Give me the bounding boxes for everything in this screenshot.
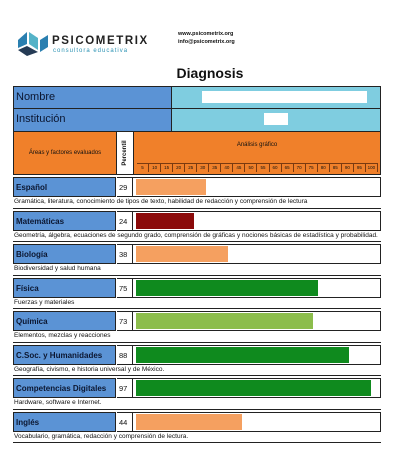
area-row: [13, 412, 381, 432]
area-graph: [133, 378, 381, 398]
graph-tick: 40: [221, 164, 233, 172]
area-description: Fuerzas y materiales: [13, 298, 381, 310]
area-description: Vocabulario, gramática, redacción y comprensión de lectura.: [13, 432, 381, 444]
area-row: [13, 311, 381, 331]
area-row: [13, 177, 381, 197]
contact-info: [178, 30, 235, 46]
area-name: Física: [13, 278, 116, 298]
area-score: 38: [117, 244, 133, 264]
graph-tick: 100: [366, 164, 378, 172]
area-graph: [133, 311, 381, 331]
area-score: 88: [117, 345, 133, 365]
graph-tick: 30: [197, 164, 209, 172]
area-row: [13, 345, 381, 365]
graph-tick: 55: [257, 164, 269, 172]
graph-tick: 5: [137, 164, 149, 172]
area-name: Matemáticas: [13, 211, 116, 231]
graph-ticks: [137, 163, 378, 172]
name-row: [13, 86, 381, 109]
area-description: Geometría, álgebra, ecuaciones de segundo grado, comprensión de gráficas y nociones básicas de estadística y probabilidad.: [13, 231, 381, 243]
graph-tick: 65: [282, 164, 294, 172]
graph-tick: 25: [185, 164, 197, 172]
area-name: Inglés: [13, 412, 116, 432]
area-score: 97: [117, 378, 133, 398]
area-description: Hardware, software e Internet.: [13, 398, 381, 410]
graph-tick: 70: [294, 164, 306, 172]
graph-header-title: Análisis gráfico: [236, 142, 278, 148]
area-score: 75: [117, 278, 133, 298]
report-header: [18, 30, 408, 64]
website-link[interactable]: www.psicometrix.org: [178, 31, 234, 37]
graph-tick: 50: [245, 164, 257, 172]
name-field[interactable]: [202, 91, 367, 103]
score-bar: [136, 246, 228, 262]
institution-field[interactable]: [264, 113, 288, 125]
score-bar: [136, 179, 206, 195]
areas-list: [13, 177, 381, 443]
diagnosis-sheet: [13, 86, 381, 443]
area-graph: [133, 278, 381, 298]
graph-tick: 75: [306, 164, 318, 172]
graph-tick: 95: [354, 164, 366, 172]
email-link[interactable]: info@psicometrix.org: [178, 39, 235, 45]
page-title: Diagnosis: [176, 65, 244, 81]
area-score: 44: [117, 412, 133, 432]
area-row: [13, 211, 381, 231]
score-bar: [136, 313, 313, 329]
brand-tagline: consultora educativa: [53, 48, 129, 54]
area-name: Español: [13, 177, 116, 197]
name-label: Nombre: [14, 87, 172, 108]
area-name: Biología: [13, 244, 116, 264]
area-name: Competencias Digitales: [13, 378, 116, 398]
area-description: Elementos, mezclas y reacciones: [13, 331, 381, 343]
institution-label: Institución: [14, 109, 172, 131]
graph-tick: 80: [318, 164, 330, 172]
area-row: [13, 378, 381, 398]
psicometrix-logo-icon: [18, 32, 48, 56]
area-graph: [133, 412, 381, 432]
score-bar: [136, 280, 318, 296]
graph-tick: 45: [233, 164, 245, 172]
area-description: Gramática, literatura, conocimiento de tipos de texto, habilidad de redacción y comprensión de lectura: [13, 197, 381, 209]
area-description: Geografía, civismo, e historia universal y de México.: [13, 365, 381, 377]
area-graph: [133, 244, 381, 264]
areas-header: Áreas y factores evaluados: [14, 132, 117, 174]
graph-tick: 35: [209, 164, 221, 172]
institution-row: [13, 109, 381, 132]
area-row: [13, 244, 381, 264]
area-graph: [133, 177, 381, 197]
area-score: 29: [117, 177, 133, 197]
area-name: C.Soc. y Humanidades: [13, 345, 116, 365]
brand-name: PSICOMETRIX: [52, 35, 149, 47]
area-graph: [133, 345, 381, 365]
score-bar: [136, 414, 242, 430]
graph-tick: 90: [342, 164, 354, 172]
area-score: 24: [117, 211, 133, 231]
score-bar: [136, 213, 194, 229]
graph-tick: 60: [270, 164, 282, 172]
area-score: 73: [117, 311, 133, 331]
graph-tick: 85: [330, 164, 342, 172]
area-description: Biodiversidad y salud humana: [13, 264, 381, 276]
graph-tick: 15: [161, 164, 173, 172]
area-row: [13, 278, 381, 298]
percent-header: Percentil: [117, 132, 134, 174]
graph-tick: 10: [149, 164, 161, 172]
area-graph: [133, 211, 381, 231]
score-bar: [136, 380, 371, 396]
score-bar: [136, 347, 349, 363]
table-header: [13, 132, 381, 175]
area-name: Química: [13, 311, 116, 331]
graph-header: [134, 132, 380, 174]
graph-tick: 20: [173, 164, 185, 172]
